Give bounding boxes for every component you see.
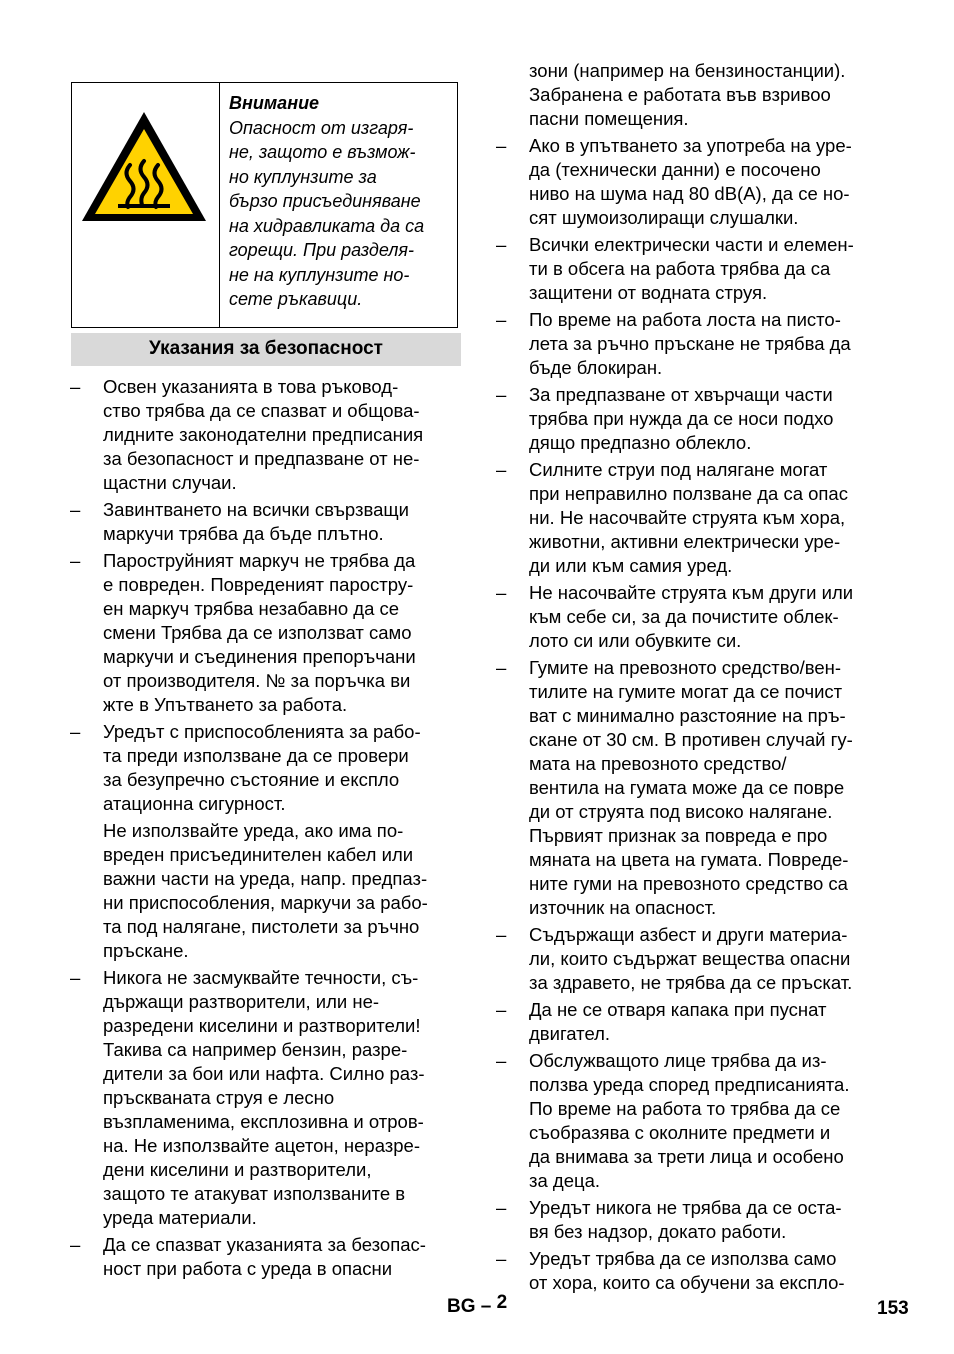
warning-text-line: не, защото е възмож-: [229, 142, 416, 162]
footer-section-page: 2: [496, 1292, 508, 1313]
text-line: при неправилно ползване да са опас: [529, 483, 848, 504]
warning-title: Внимание: [229, 93, 320, 113]
bullet-dash: –: [496, 234, 507, 255]
bullet-dash: –: [70, 1234, 81, 1255]
footer-lang-code: BG: [447, 1296, 476, 1317]
warning-text-line: бързо присъединяване: [229, 191, 421, 211]
text-line: ползва уреда според предписанията.: [529, 1074, 850, 1095]
bullet-dash: –: [496, 135, 507, 156]
list-item-text: [103, 966, 462, 1230]
list-item: [496, 458, 888, 578]
bullet-dash: –: [70, 967, 81, 988]
list-item: [70, 498, 462, 546]
list-item-text: [529, 923, 888, 995]
text-line: зони (например на бензиностанции).: [529, 60, 846, 81]
text-line: Уредът трябва да се използва само: [529, 1248, 837, 1269]
text-line: да внимава за трети лица и особено: [529, 1146, 844, 1167]
bullet-dash: –: [496, 309, 507, 330]
bullet-dash: –: [70, 721, 81, 742]
bullet-dash: –: [496, 1248, 507, 1269]
list-item: [70, 375, 462, 495]
text-line: бъде блокиран.: [529, 357, 663, 378]
list-item-text: [529, 581, 888, 653]
text-line: към себе си, за да почистите облек-: [529, 606, 839, 627]
warning-divider: [219, 83, 220, 327]
text-line: скане от 30 см. В противен случай гу-: [529, 729, 853, 750]
list-item-text: [103, 819, 462, 963]
text-line: Не насочвайте струята към други или: [529, 582, 854, 603]
list-item-text: [529, 1049, 888, 1193]
text-line: та преди използване да се провери: [103, 745, 409, 766]
text-line: да (технически данни) е посочено: [529, 159, 821, 180]
bullet-dash: –: [496, 999, 507, 1020]
list-item-text: [529, 59, 888, 131]
text-line: атационна сигурност.: [103, 793, 286, 814]
bullet-dash: –: [70, 550, 81, 571]
list-item: [496, 923, 888, 995]
text-line: ност при работа с уреда в опасни: [103, 1258, 393, 1279]
warning-text: [229, 91, 455, 312]
text-line: животни, активни електрически уре-: [529, 531, 841, 552]
text-line: Гумите на превозното средство/вен-: [529, 657, 842, 678]
text-line: Уредът с приспособленията за рабо-: [103, 721, 421, 742]
warning-text-line: сете ръкавици.: [229, 289, 363, 309]
text-line: ли, които съдържат вещества опасни: [529, 948, 851, 969]
text-line: за безупречно състояние и експло: [103, 769, 400, 790]
text-line: щастни случаи.: [103, 472, 237, 493]
list-item-text: [103, 720, 462, 816]
bullet-dash: –: [496, 582, 507, 603]
list-item: [496, 383, 888, 455]
list-item: [496, 581, 888, 653]
text-line: та под налягане, пистолети за ръчно: [103, 916, 420, 937]
list-item: [496, 1247, 888, 1295]
text-line: сят шумоизолиращи слушалки.: [529, 207, 799, 228]
list-item-text: [103, 549, 462, 717]
bullet-dash: –: [70, 499, 81, 520]
text-line: Обслужващото лице трябва да из-: [529, 1050, 827, 1071]
list-item-text: [529, 458, 888, 578]
text-line: вя без надзор, докато работи.: [529, 1221, 787, 1242]
hot-surface-warning-icon: [78, 109, 210, 225]
text-line: уреда материали.: [103, 1207, 257, 1228]
text-line: държащи разтворители, или не-: [103, 991, 380, 1012]
text-line: пръскане.: [103, 940, 189, 961]
text-line: вентила на гумата може да се повре: [529, 777, 845, 798]
text-line: Уредът никога не трябва да се оста-: [529, 1197, 842, 1218]
text-line: възпламенима, експлозивна и отров-: [103, 1111, 424, 1132]
text-line: ти в обсега на работа трябва да са: [529, 258, 831, 279]
text-line: Силните струи под налягане могат: [529, 459, 828, 480]
right-column: [496, 59, 888, 1298]
warning-box: [71, 82, 458, 328]
bullet-dash: –: [496, 924, 507, 945]
text-line: За предпазване от хвърчащи части: [529, 384, 833, 405]
text-line: за безопасност и предпазване от не-: [103, 448, 420, 469]
text-line: ни. Не насочвайте струята към хора,: [529, 507, 846, 528]
text-line: вреден присъединителен кабел или: [103, 844, 414, 865]
section-header: [71, 333, 461, 366]
warning-text-line: но куплунзите за: [229, 166, 377, 187]
bullet-dash: –: [496, 1197, 507, 1218]
list-item-text: [103, 498, 462, 546]
text-line: Никога не засмуквайте течности, съ-: [103, 967, 419, 988]
text-line: ват с минимално разстояние на пръ-: [529, 705, 846, 726]
list-item-text: [529, 233, 888, 305]
text-line: трябва при нужда да се носи подхо: [529, 408, 834, 429]
text-line: източник на опасност.: [529, 897, 717, 918]
text-line: Ако в упътването за употреба на уре-: [529, 135, 852, 156]
text-line: Да се спазват указанията за безопас-: [103, 1234, 426, 1255]
text-line: жте в Упътването за работа.: [103, 694, 348, 715]
text-line: пасни помещения.: [529, 108, 689, 129]
bullet-dash: –: [496, 384, 507, 405]
text-line: дящо предпазно облекло.: [529, 432, 752, 453]
text-line: защото те атакуват използваните в: [103, 1183, 406, 1204]
page-number: 153: [877, 1298, 909, 1319]
text-line: за деца.: [529, 1170, 601, 1191]
list-item: [496, 308, 888, 380]
text-line: от производителя. № за поръчка ви: [103, 670, 411, 691]
list-item-text: [529, 656, 888, 920]
list-item: [70, 549, 462, 717]
list-item: [496, 1196, 888, 1244]
list-item-text: [529, 308, 888, 380]
text-line: лото си или обувките си.: [529, 630, 742, 651]
text-line: защитени от водната струя.: [529, 282, 768, 303]
text-line: ните гуми на превозното средство са: [529, 873, 848, 894]
text-line: дени киселини и разтворители,: [103, 1159, 372, 1180]
text-line: ниво на шума над 80 dB(A), да се но-: [529, 183, 850, 204]
text-line: маркучи и съединения препоръчани: [103, 646, 416, 667]
list-item-text: [103, 1233, 462, 1281]
bullet-dash: –: [496, 1050, 507, 1071]
section-title: Указания за безопасност: [149, 338, 383, 359]
footer-language-label: [447, 1292, 508, 1318]
list-item: [70, 1233, 462, 1281]
text-line: Съдържащи азбест и други материа-: [529, 924, 848, 945]
text-line: ди от струята под високо налягане.: [529, 801, 833, 822]
list-item-text: [529, 998, 888, 1046]
list-item: [496, 134, 888, 230]
text-line: Да не се отваря капака при пуснат: [529, 999, 827, 1020]
bullet-dash: –: [496, 459, 507, 480]
text-line: Освен указанията в това ръковод-: [103, 376, 399, 397]
warning-text-line: Опасност от изгаря-: [229, 117, 414, 138]
text-line: съобразява с околните предмети и: [529, 1122, 831, 1143]
text-line: важни части на уреда, напр. предпаз-: [103, 868, 428, 889]
list-item-text: [529, 1196, 888, 1244]
bullet-dash: –: [496, 657, 507, 678]
text-line: ство трябва да се спазват и общова-: [103, 400, 420, 421]
text-line: от хора, които са обучени за експло-: [529, 1272, 845, 1293]
list-item: [496, 656, 888, 920]
text-line: двигател.: [529, 1023, 611, 1044]
text-line: маркучи трябва да бъде плътно.: [103, 523, 384, 544]
text-line: дители за бои или нафта. Силно раз-: [103, 1063, 425, 1084]
text-line: По време на работа то трябва да се: [529, 1098, 841, 1119]
text-line: Завинтването на всички свързващи: [103, 499, 409, 520]
text-line: ен маркуч трябва незабавно да се: [103, 598, 400, 619]
warning-text-line: не на куплунзите но-: [229, 264, 410, 285]
left-column: [70, 375, 462, 1284]
text-line: ни приспособления, маркучи за рабо-: [103, 892, 428, 913]
text-line: Пароструйният маркуч не трябва да: [103, 550, 416, 571]
text-line: пръскваната струя е лесно: [103, 1087, 335, 1108]
text-line: ди или към самия уред.: [529, 555, 733, 576]
text-line: на. Не използвайте ацетон, неразре-: [103, 1135, 421, 1156]
warning-body: [229, 116, 455, 312]
text-line: смени Трябва да се използват само: [103, 622, 412, 643]
warning-text-line: на хидравликата да са: [229, 215, 425, 236]
text-line: По време на работа лоста на писто-: [529, 309, 841, 330]
list-item: [496, 998, 888, 1046]
text-line: разредени киселини и разтворители!: [103, 1015, 421, 1036]
list-item: [70, 966, 462, 1230]
text-line: Забранена е работата във взривоо: [529, 84, 831, 105]
text-line: лета за ръчно пръскане не трябва да: [529, 333, 851, 354]
text-line: Такива са например бензин, разре-: [103, 1039, 408, 1060]
list-item-text: [529, 383, 888, 455]
text-line: Всички електрически части и елемен-: [529, 234, 854, 255]
list-item: [496, 233, 888, 305]
text-line: за здравето, не трябва да се пръскат.: [529, 972, 853, 993]
text-line: мата на превозното средство/: [529, 753, 787, 774]
text-line: тилите на гумите могат да се почист: [529, 681, 843, 702]
footer-separator: –: [480, 1296, 492, 1317]
continuation-paragraph: [70, 819, 462, 963]
text-line: мяната на цвета на гумата. Повреде-: [529, 849, 849, 870]
text-line: е повреден. Повреденият паростру-: [103, 574, 414, 595]
continuation-paragraph: [496, 59, 888, 131]
list-item-text: [529, 1247, 888, 1295]
list-item: [496, 1049, 888, 1193]
list-item-text: [529, 134, 888, 230]
text-line: лидните законодателни предписания: [103, 424, 424, 445]
bullet-dash: –: [70, 376, 81, 397]
list-item: [70, 720, 462, 816]
text-line: Не използвайте уреда, ако има по-: [103, 820, 404, 841]
text-line: Първият признак за повреда е про: [529, 825, 828, 846]
warning-text-line: горещи. При разделя-: [229, 240, 415, 260]
list-item-text: [103, 375, 462, 495]
